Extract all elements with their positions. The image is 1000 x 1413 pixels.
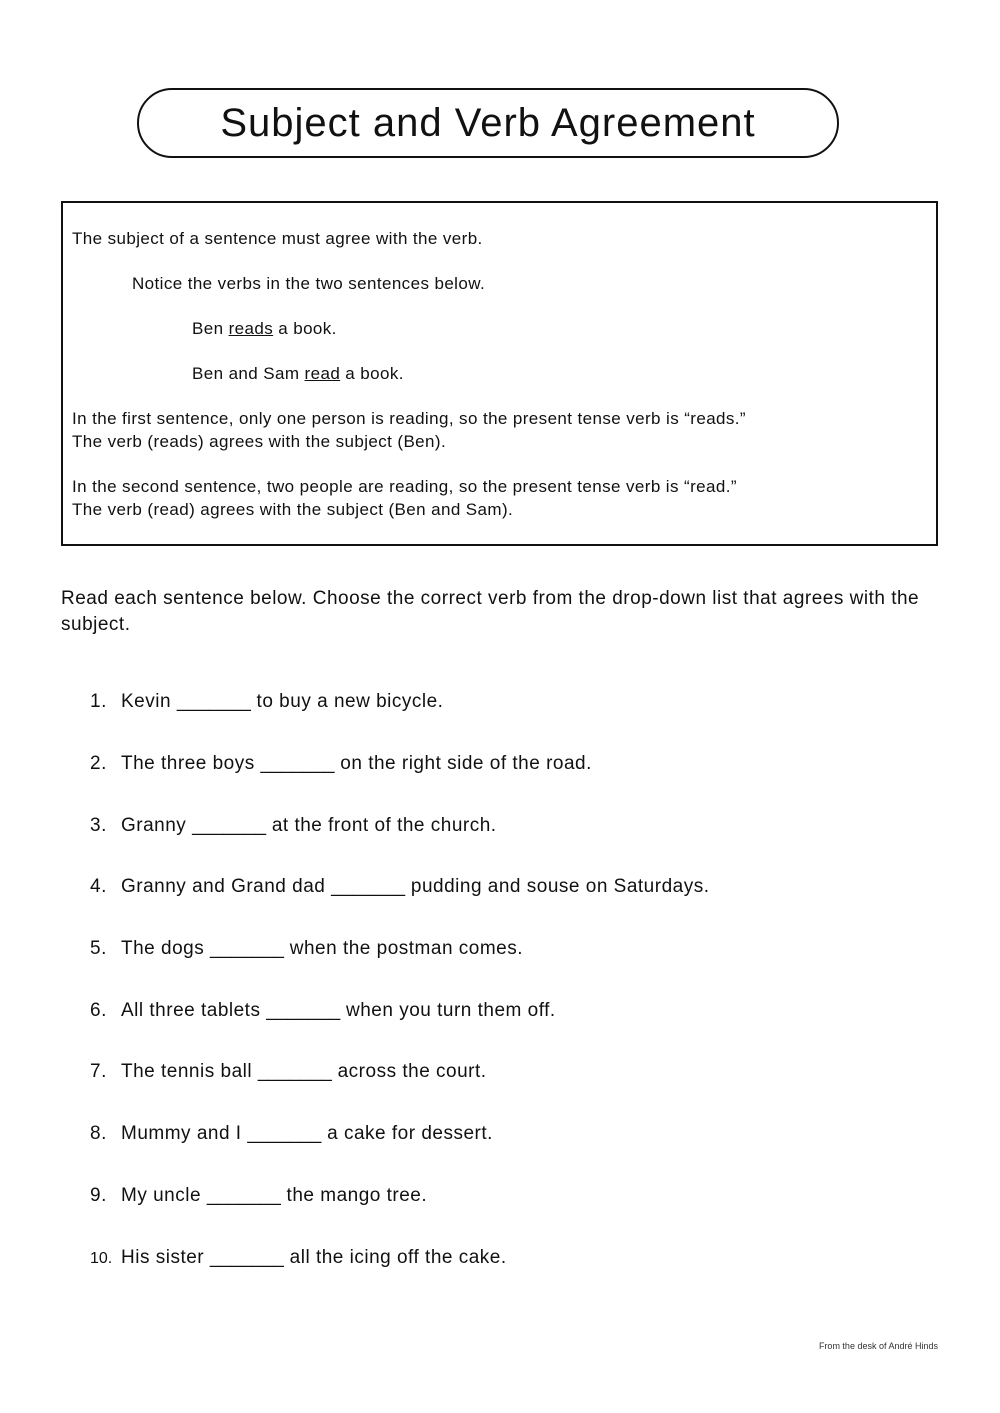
question-subject: Mummy and I [121, 1123, 248, 1144]
question-5 [90, 937, 523, 961]
question-rest: a cake for dessert. [321, 1123, 493, 1144]
rule-text: The subject of a sentence must agree with the verb. [72, 229, 483, 248]
answer-blank[interactable]: _______ [206, 1185, 281, 1206]
title-box [137, 88, 839, 158]
answer-blank[interactable]: _______ [257, 1061, 332, 1082]
question-number: 10. [90, 1250, 113, 1267]
question-subject: His sister [121, 1247, 210, 1268]
question-subject: All three tablets [121, 1000, 267, 1021]
question-subject: Granny [121, 815, 193, 836]
question-number: 1. [90, 691, 107, 712]
example-2-verb: read [304, 364, 341, 383]
question-subject: My uncle [121, 1185, 207, 1206]
question-rest: across the court. [331, 1061, 487, 1082]
example-2-subject: Ben and Sam [192, 364, 305, 383]
question-rest: to buy a new bicycle. [250, 691, 444, 712]
answer-blank[interactable]: _______ [192, 815, 267, 836]
example-sentence-2 [192, 363, 404, 385]
example-sentence-1 [192, 318, 337, 340]
answer-blank[interactable]: _______ [210, 938, 284, 959]
question-number: 4. [90, 876, 107, 897]
question-rest: all the icing off the cake. [283, 1247, 507, 1268]
example-1-subject: Ben [192, 319, 229, 338]
question-rest: when the postman comes. [283, 938, 524, 959]
question-subject: Kevin [121, 691, 177, 712]
question-subject: The dogs [121, 938, 210, 959]
question-number: 3. [90, 815, 107, 836]
example-1-rest: a book. [273, 319, 337, 338]
question-3 [90, 814, 497, 838]
explanation-1-line-1: In the first sentence, only one person is reading, so the present tense verb is “reads.” [72, 409, 746, 428]
example-1-verb: reads [228, 319, 274, 338]
question-subject: The tennis ball [121, 1061, 258, 1082]
question-rest: at the front of the church. [266, 815, 497, 836]
instructions: Read each sentence below. Choose the correct verb from the drop-down list that agrees with the subject. [61, 588, 920, 635]
question-rest: when you turn them off. [340, 1000, 556, 1021]
question-number: 6. [90, 1000, 107, 1021]
explanation-2-line-1: In the second sentence, two people are reading, so the present tense verb is “read.” [72, 477, 737, 496]
answer-blank[interactable]: _______ [260, 753, 335, 774]
question-number: 8. [90, 1123, 107, 1144]
question-subject: Granny and Grand dad [121, 876, 332, 897]
explanation-1-line-2: The verb (reads) agrees with the subject (Ben). [72, 432, 447, 451]
answer-blank[interactable]: _______ [247, 1123, 322, 1144]
notice-text: Notice the verbs in the two sentences below. [132, 274, 486, 293]
explanation-2-line-2: The verb (read) agrees with the subject (Ben and Sam). [72, 500, 514, 519]
question-10 [90, 1246, 507, 1271]
question-number: 7. [90, 1061, 107, 1082]
question-number: 5. [90, 938, 107, 959]
answer-blank[interactable]: _______ [266, 1000, 341, 1021]
example-2-rest: a book. [340, 364, 404, 383]
question-subject: The three boys [121, 753, 261, 774]
question-6 [90, 999, 556, 1023]
question-number: 2. [90, 753, 107, 774]
footer-credit: From the desk of André Hinds [818, 1341, 938, 1351]
answer-blank[interactable]: _______ [331, 876, 406, 897]
question-rest: the mango tree. [280, 1185, 428, 1206]
answer-blank[interactable]: _______ [176, 691, 251, 712]
question-8 [90, 1122, 493, 1146]
explanation-box [61, 201, 938, 546]
answer-blank[interactable]: _______ [209, 1247, 284, 1268]
question-rest: pudding and souse on Saturdays. [405, 876, 710, 897]
question-4 [90, 875, 710, 899]
question-2 [90, 752, 592, 776]
question-rest: on the right side of the road. [334, 753, 592, 774]
page-title: Subject and Verb Agreement [220, 100, 756, 145]
question-1 [90, 690, 443, 714]
question-9 [90, 1184, 427, 1208]
question-number: 9. [90, 1185, 107, 1206]
question-7 [90, 1060, 487, 1084]
